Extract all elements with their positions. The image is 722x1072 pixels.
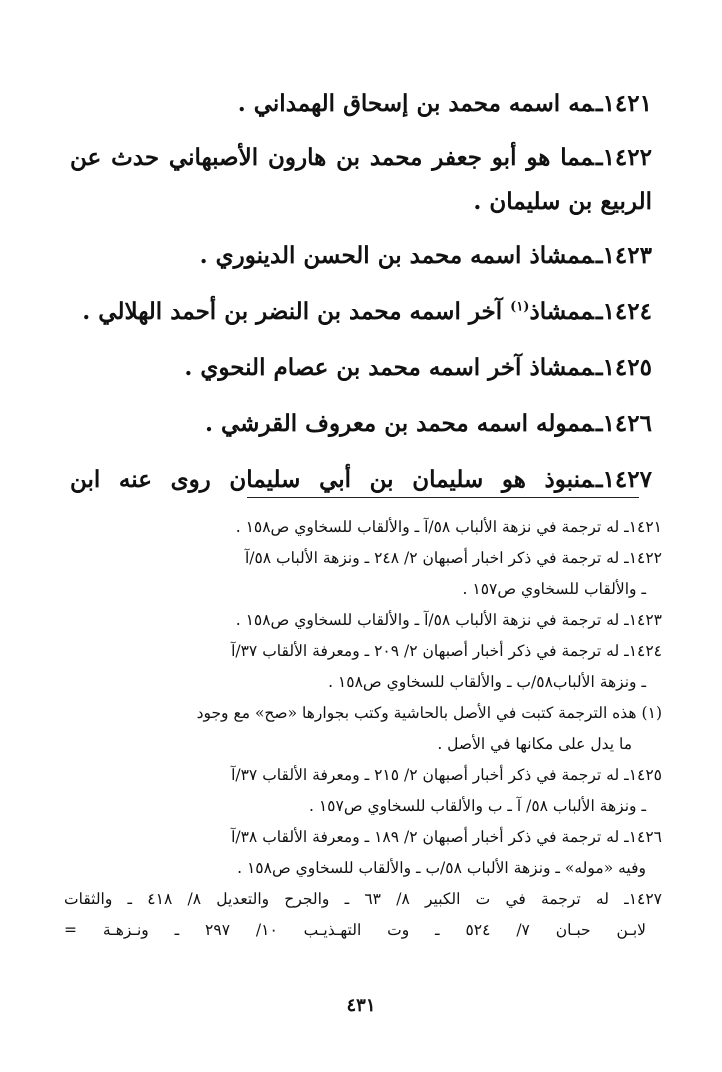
entry-text: مموله اسمه محمد بن معروف القرشي . xyxy=(205,410,594,437)
entry-text: مما هو أبو جعفر محمد بن هارون الأصبهاني حدث عن الربيع بن سليمان . xyxy=(70,144,652,215)
note-1423 xyxy=(64,605,662,636)
footnote-number: (١) xyxy=(641,704,662,722)
footnote-divider xyxy=(247,497,639,498)
entry-number: ١٤٢١ـ xyxy=(595,90,652,117)
footnote-text-cont: ما يدل على مكانها في الأصل . xyxy=(437,735,632,753)
note-number: ١٤٢٥ـ xyxy=(624,766,662,784)
note-1422 xyxy=(64,543,662,605)
footnotes xyxy=(64,512,662,946)
footnote-1 xyxy=(64,698,662,760)
entry-text: ممشاذ آخر اسمه محمد بن عصام النحوي . xyxy=(184,354,594,381)
note-text: له ترجمة في ذكر أخبار أصبهان ٢/ ٢١٥ ـ ومعرفة الألقاب ٣٧/آ xyxy=(231,766,620,784)
entry-1422 xyxy=(70,136,652,224)
note-text: له ترجمة في نزهة الألباب ٥٨/آ ـ والألقاب للسخاوي ص١٥٨ . xyxy=(235,518,620,536)
entry-text: ممشاذ اسمه محمد بن الحسن الدينوري . xyxy=(199,242,594,269)
entry-text: منبوذ هو سليمان بن أبي سليمان روى عنه ابن xyxy=(70,466,594,493)
entry-number: ١٤٢٦ـ xyxy=(595,410,652,437)
note-text-cont: ـ والألقاب للسخاوي ص١٥٧ . xyxy=(462,580,646,598)
footnote-text: هذه الترجمة كتبت في الأصل بالحاشية وكتب بجوارها «صح» مع وجود xyxy=(196,704,637,722)
note-number: ١٤٢٦ـ xyxy=(624,828,662,846)
note-1427 xyxy=(64,884,662,946)
main-text xyxy=(70,80,652,512)
entry-number: ١٤٢٢ـ xyxy=(595,144,652,171)
entry-1425 xyxy=(70,344,652,392)
entry-text: ممشاذ xyxy=(529,298,594,325)
note-number: ١٤٢٧ـ xyxy=(624,890,663,908)
entry-text: مه اسمه محمد بن إسحاق الهمداني . xyxy=(237,90,594,117)
note-text: له ترجمة في ذكر أخبار أصبهان ٢/ ١٨٩ ـ ومعرفة الألقاب ٣٨/آ xyxy=(231,828,620,846)
note-1425 xyxy=(64,760,662,822)
note-text-cont: ـ ونزهة الألباب٥٨/ب ـ والألقاب للسخاوي ص١٥٨ . xyxy=(328,673,646,691)
note-number: ١٤٢١ـ xyxy=(624,518,662,536)
note-1421 xyxy=(64,512,662,543)
note-1424 xyxy=(64,636,662,698)
note-text: له ترجمة في نزهة الألباب ٥٨/آ ـ والألقاب للسخاوي ص١٥٨ . xyxy=(235,611,620,629)
entry-1423 xyxy=(70,232,652,280)
note-text-cont: وفيه «موله» ـ ونزهة الألباب ٥٨/ب ـ والألقاب للسخاوي ص١٥٨ . xyxy=(237,859,646,877)
entry-number: ١٤٢٣ـ xyxy=(595,242,652,269)
entry-number: ١٤٢٤ـ xyxy=(595,298,652,325)
entry-number: ١٤٢٥ـ xyxy=(595,354,652,381)
note-1426 xyxy=(64,822,662,884)
page-number: ٤٣١ xyxy=(346,995,376,1016)
note-number: ١٤٢٢ـ xyxy=(624,549,662,567)
entry-1424 xyxy=(70,288,652,336)
note-text-cont: ـ ونزهة الألباب ٥٨/ آ ـ ب والألقاب للسخاوي ص١٥٧ . xyxy=(308,797,646,815)
footnote-marker: (١) xyxy=(510,299,530,315)
entry-1426 xyxy=(70,400,652,448)
entry-text-cont: آخر اسمه محمد بن النضر بن أحمد الهلالي . xyxy=(82,298,511,325)
note-text: له ترجمة في ت الكبير ٨/ ٦٣ ـ والجرح والتعديل ٨/ ٤١٨ ـ والثقات xyxy=(64,890,609,908)
note-number: ١٤٢٤ـ xyxy=(624,642,662,660)
entry-1421 xyxy=(70,80,652,128)
note-text: له ترجمة في ذكر أخبار أصبهان ٢/ ٢٠٩ ـ ومعرفة الألقاب ٣٧/آ xyxy=(231,642,620,660)
note-text: له ترجمة في ذكر اخبار أصبهان ٢/ ٢٤٨ ـ ونزهة الألباب ٥٨/آ xyxy=(244,549,620,567)
entry-number: ١٤٢٧ـ xyxy=(595,466,652,493)
note-number: ١٤٢٣ـ xyxy=(624,611,662,629)
note-text-cont: لابـن حبـان ٧/ ٥٢٤ ـ وت التهـذيـب ١٠/ ٢٩٧ ـ ونـزهـة = xyxy=(64,921,647,939)
